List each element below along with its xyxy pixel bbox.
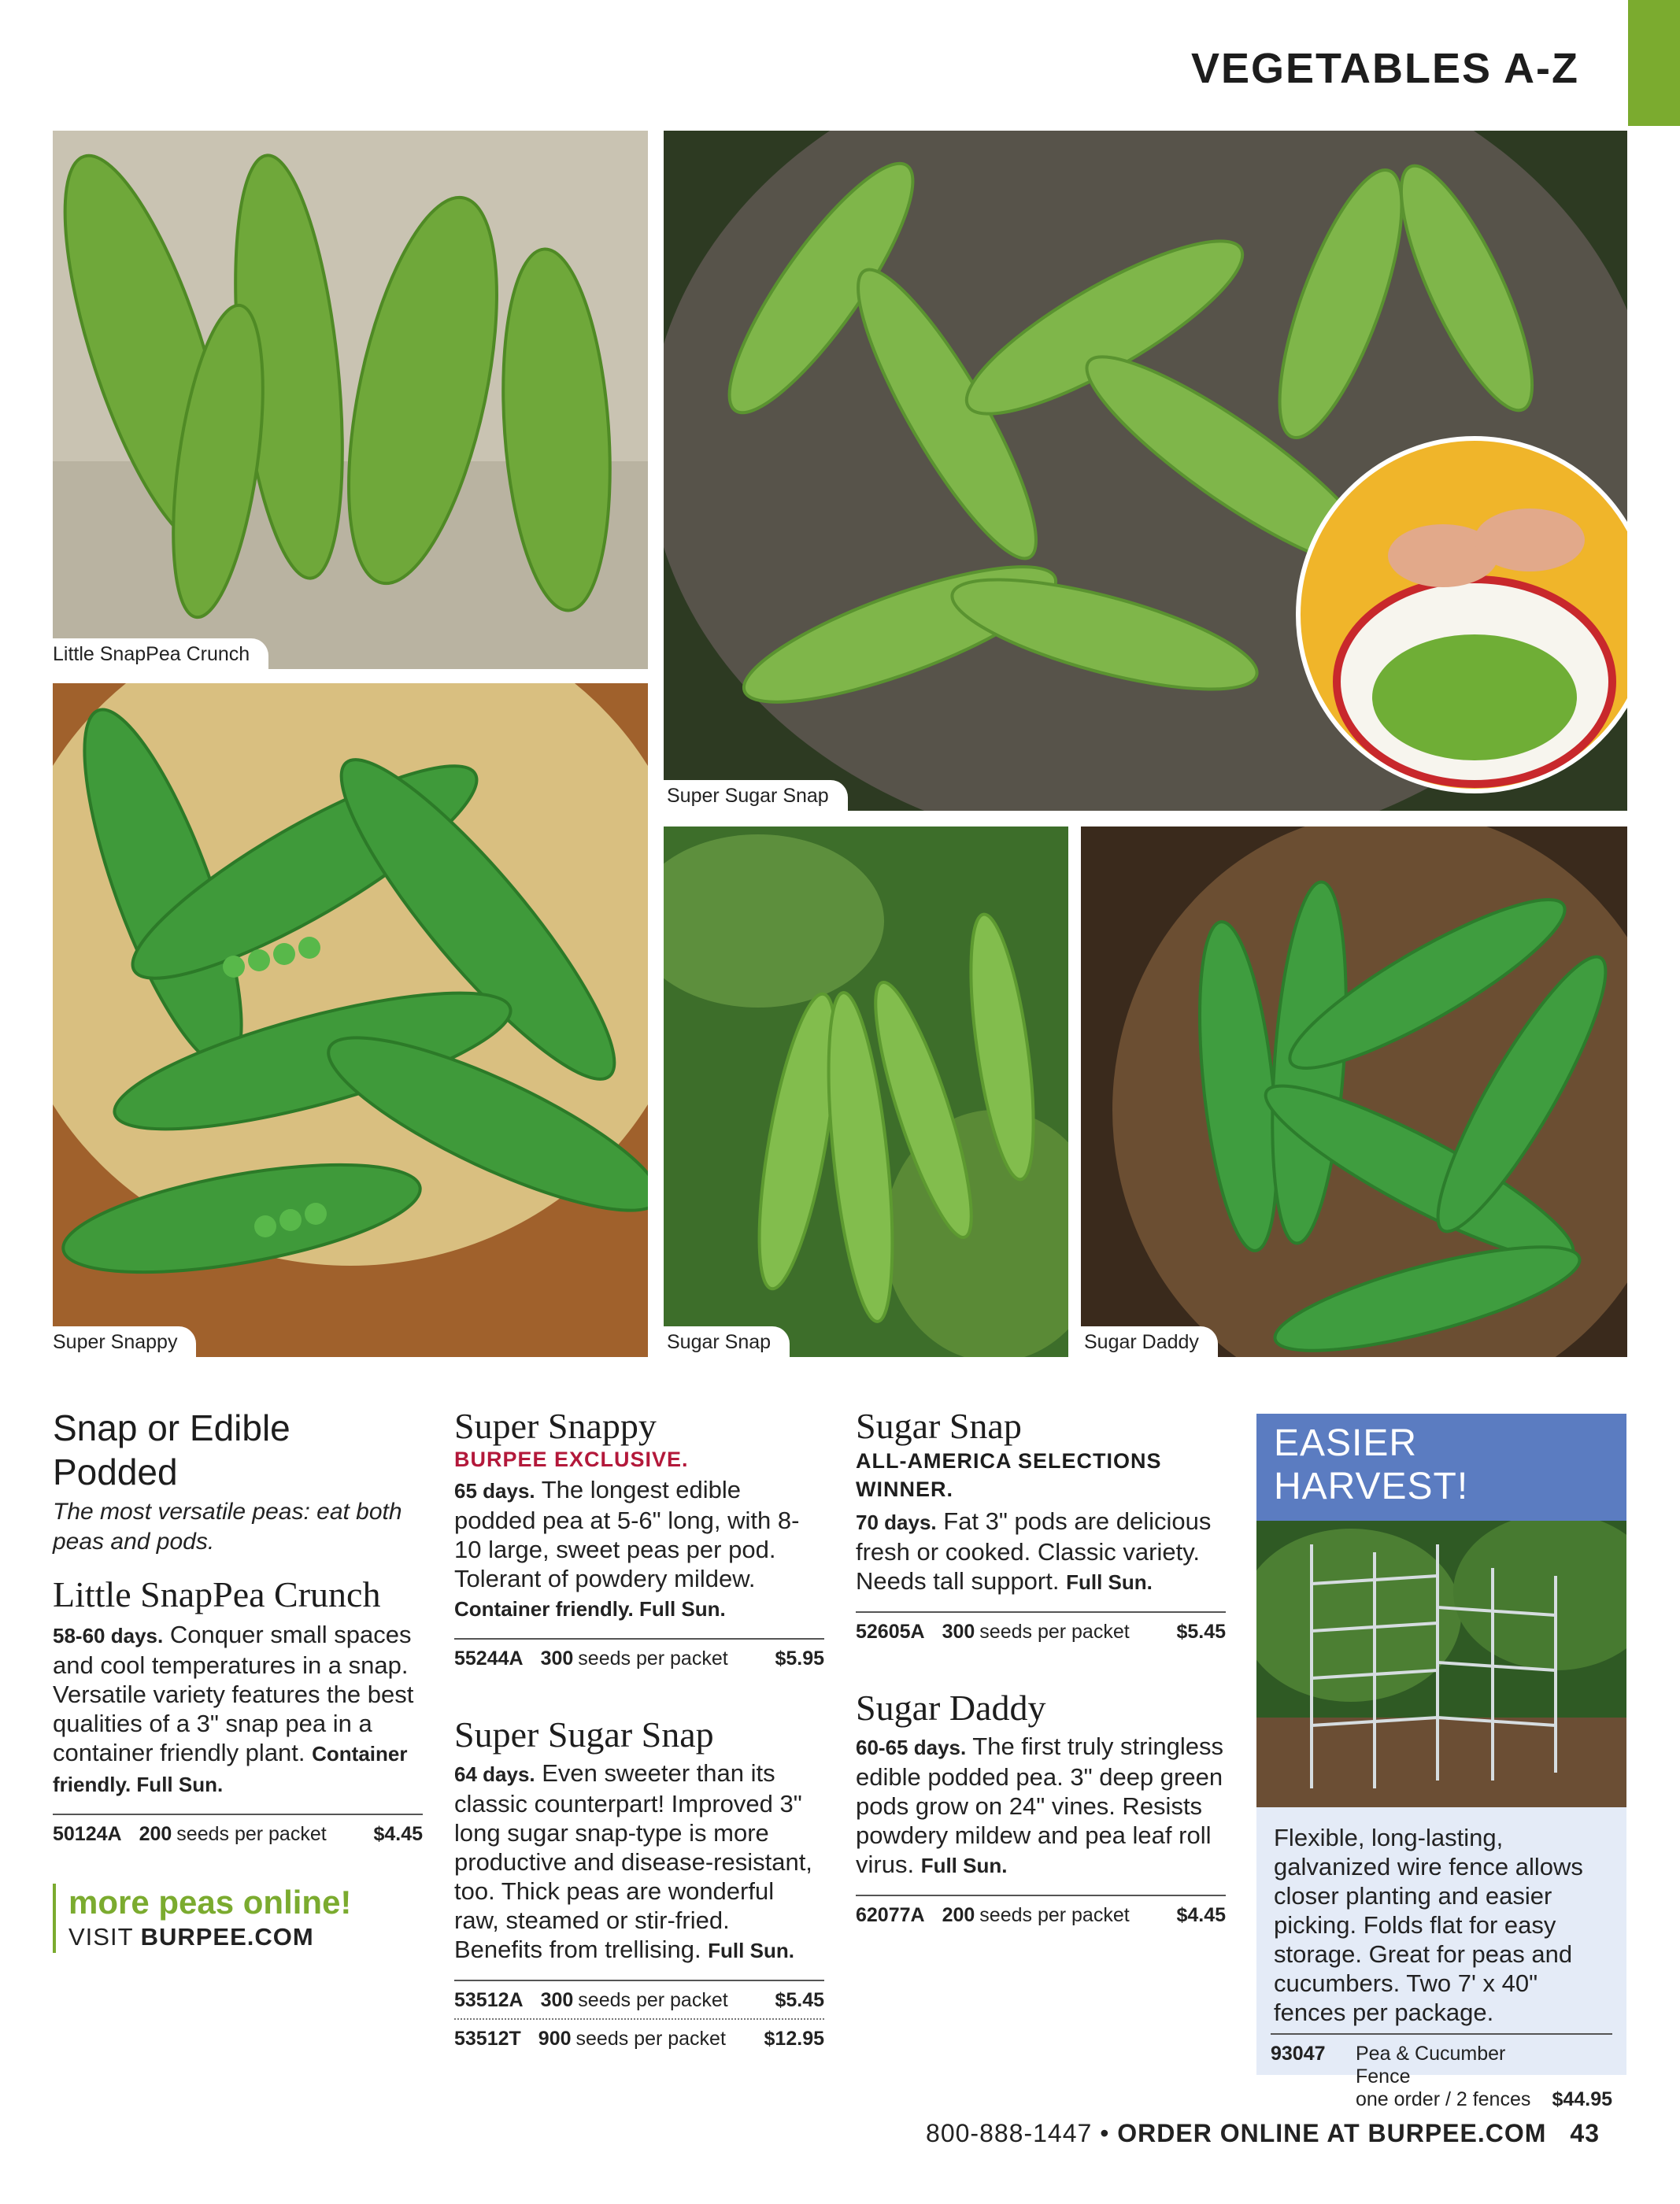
photo-caption: Little SnapPea Crunch — [53, 638, 268, 669]
product-note: Container friendly. Full Sun. — [454, 1597, 726, 1621]
product-name: Super Sugar Snap — [454, 1714, 714, 1755]
product-description — [856, 1732, 1226, 1880]
price: $5.45 — [775, 1989, 824, 2011]
product-description — [454, 1475, 824, 1624]
product-days: 58-60 days. — [53, 1624, 164, 1647]
order-row[interactable] — [856, 1895, 1226, 1933]
photo-super-sugar-snap — [664, 131, 1627, 811]
product-days: 64 days. — [454, 1762, 535, 1786]
seed-qty: 900 — [538, 2028, 572, 2050]
page-footer — [926, 2119, 1600, 2148]
product-note: Full Sun. — [920, 1854, 1008, 1877]
column-3 — [856, 1406, 1226, 1933]
product-text: The first truly stringless edible podded pea. 3" deep green pods grow on 24" vines. Resists powdery mildew and pea leaf roll virus. — [856, 1733, 1223, 1878]
product-text: Even sweeter than its classic counterpart! Improved 3" long sugar snap-type is more productive and disease-resistant, too. Thick peas are wonderful raw, steamed or stir-fried. Benefits from trellising. — [454, 1759, 812, 1963]
photo-caption: Sugar Snap — [664, 1326, 790, 1357]
product-days: 70 days. — [856, 1511, 937, 1534]
order-row[interactable] — [454, 2018, 824, 2057]
exclusive-badge: BURPEE EXCLUSIVE. — [454, 1448, 689, 1471]
seed-unit: seeds per packet — [578, 1647, 728, 1670]
product-note: Full Sun. — [708, 1939, 794, 1962]
order-row[interactable] — [1271, 2033, 1612, 2111]
sidebar-description: Flexible, long-lasting, galvanized wire fence allows closer planting and easier picking. Folds flat for easy storage. Great for peas and cucumbers. Two 7' x 40" fences per package. — [1274, 1824, 1583, 2026]
intro-column — [53, 1406, 423, 1953]
product-text: Conquer small spaces and cool temperatures in a snap. Versatile variety features the best qualities of a 3" snap pea in a container friendly plant. — [53, 1621, 414, 1766]
price: $5.45 — [1176, 1621, 1226, 1643]
product-note: Full Sun. — [1066, 1570, 1153, 1594]
fence-photo — [1256, 1521, 1626, 1807]
product-description — [454, 1758, 824, 1965]
separator: • — [1092, 2119, 1118, 2147]
seed-qty: 200 — [139, 1823, 172, 1845]
photo-sugar-daddy — [1081, 826, 1627, 1357]
seed-unit: seeds per packet — [176, 1823, 327, 1845]
order-row[interactable] — [454, 1638, 824, 1677]
price: $44.95 — [1552, 2088, 1612, 2110]
product-name: Sugar Snap — [856, 1406, 1022, 1446]
product-text: The longest edible podded pea at 5-6" long, with 8-10 large, sweet peas per pod. Tolerant of powdery mildew. — [454, 1476, 800, 1592]
order-row[interactable] — [53, 1814, 423, 1852]
phone-number[interactable]: 800-888-1447 — [926, 2119, 1093, 2147]
photo-sugar-snap — [664, 826, 1068, 1357]
seed-qty: 300 — [942, 1621, 975, 1643]
item-number: 93047 — [1271, 2043, 1326, 2065]
page-number: 43 — [1570, 2119, 1600, 2147]
section-color-tab — [1628, 0, 1680, 126]
photo-caption: Super Sugar Snap — [664, 780, 848, 811]
product-sugar-daddy — [856, 1688, 1226, 1933]
item-name: Pea & Cucumber Fence — [1356, 2043, 1506, 2088]
more-peas-online[interactable] — [53, 1884, 423, 1953]
section-subheading: The most versatile peas: eat both peas and pods. — [53, 1499, 402, 1555]
price: $12.95 — [764, 2028, 824, 2050]
section-heading: Snap or Edible Podded — [53, 1407, 290, 1492]
sidebar-title: EASIER HARVEST! — [1256, 1414, 1626, 1521]
seed-unit: seeds per packet — [575, 2028, 726, 2050]
product-text: Fat 3" pods are delicious fresh or cooked. Classic variety. Needs tall support. — [856, 1507, 1212, 1595]
item-number: 55244A — [454, 1647, 524, 1670]
column-2 — [454, 1406, 824, 2057]
product-name: Sugar Daddy — [856, 1688, 1046, 1728]
more-peas-label: more peas online! — [68, 1884, 352, 1921]
photo-super-snappy — [53, 683, 648, 1357]
seed-unit: seeds per packet — [979, 1621, 1130, 1643]
product-name: Little SnapPea Crunch — [53, 1574, 381, 1614]
seed-unit: seeds per packet — [979, 1904, 1130, 1926]
photo-caption: Sugar Daddy — [1081, 1326, 1218, 1357]
photo-little-snappea — [53, 131, 648, 669]
product-days: 65 days. — [454, 1479, 535, 1503]
seed-qty: 300 — [540, 1647, 574, 1670]
product-description — [856, 1507, 1226, 1597]
product-super-snappy — [454, 1406, 824, 1677]
product-little-snappea — [53, 1574, 423, 1852]
item-number: 53512A — [454, 1989, 524, 2011]
item-number: 50124A — [53, 1823, 122, 1845]
price: $5.95 — [775, 1647, 824, 1670]
award-badge: ALL-AMERICA SELECTIONS WINNER. — [856, 1449, 1162, 1501]
product-days: 60-65 days. — [856, 1736, 967, 1759]
product-sugar-snap — [856, 1406, 1226, 1650]
easier-harvest-sidebar — [1256, 1414, 1626, 2110]
item-number: 52605A — [856, 1621, 925, 1643]
order-row[interactable] — [856, 1611, 1226, 1650]
order-online-link[interactable]: ORDER ONLINE AT BURPEE.COM — [1117, 2119, 1547, 2147]
product-name: Super Snappy — [454, 1406, 657, 1446]
product-note: Container friendly. Full Sun. — [53, 1742, 408, 1796]
price: $4.45 — [1176, 1904, 1226, 1926]
product-description — [53, 1620, 423, 1799]
seed-qty: 300 — [540, 1989, 574, 2011]
item-number: 53512T — [454, 2028, 521, 2050]
price: $4.45 — [373, 1823, 423, 1845]
seed-unit: seeds per packet — [578, 1989, 728, 2011]
order-row[interactable] — [454, 1980, 824, 2018]
seed-qty: 200 — [942, 1904, 975, 1926]
item-number: 62077A — [856, 1904, 925, 1926]
photo-caption: Super Snappy — [53, 1326, 196, 1357]
product-super-sugar-snap — [454, 1714, 824, 2057]
website-link[interactable]: BURPEE.COM — [140, 1923, 314, 1951]
visit-label: VISIT — [68, 1923, 141, 1951]
item-qty: one order / 2 fences — [1356, 2088, 1531, 2110]
section-title: VEGETABLES A-Z — [1190, 45, 1579, 92]
